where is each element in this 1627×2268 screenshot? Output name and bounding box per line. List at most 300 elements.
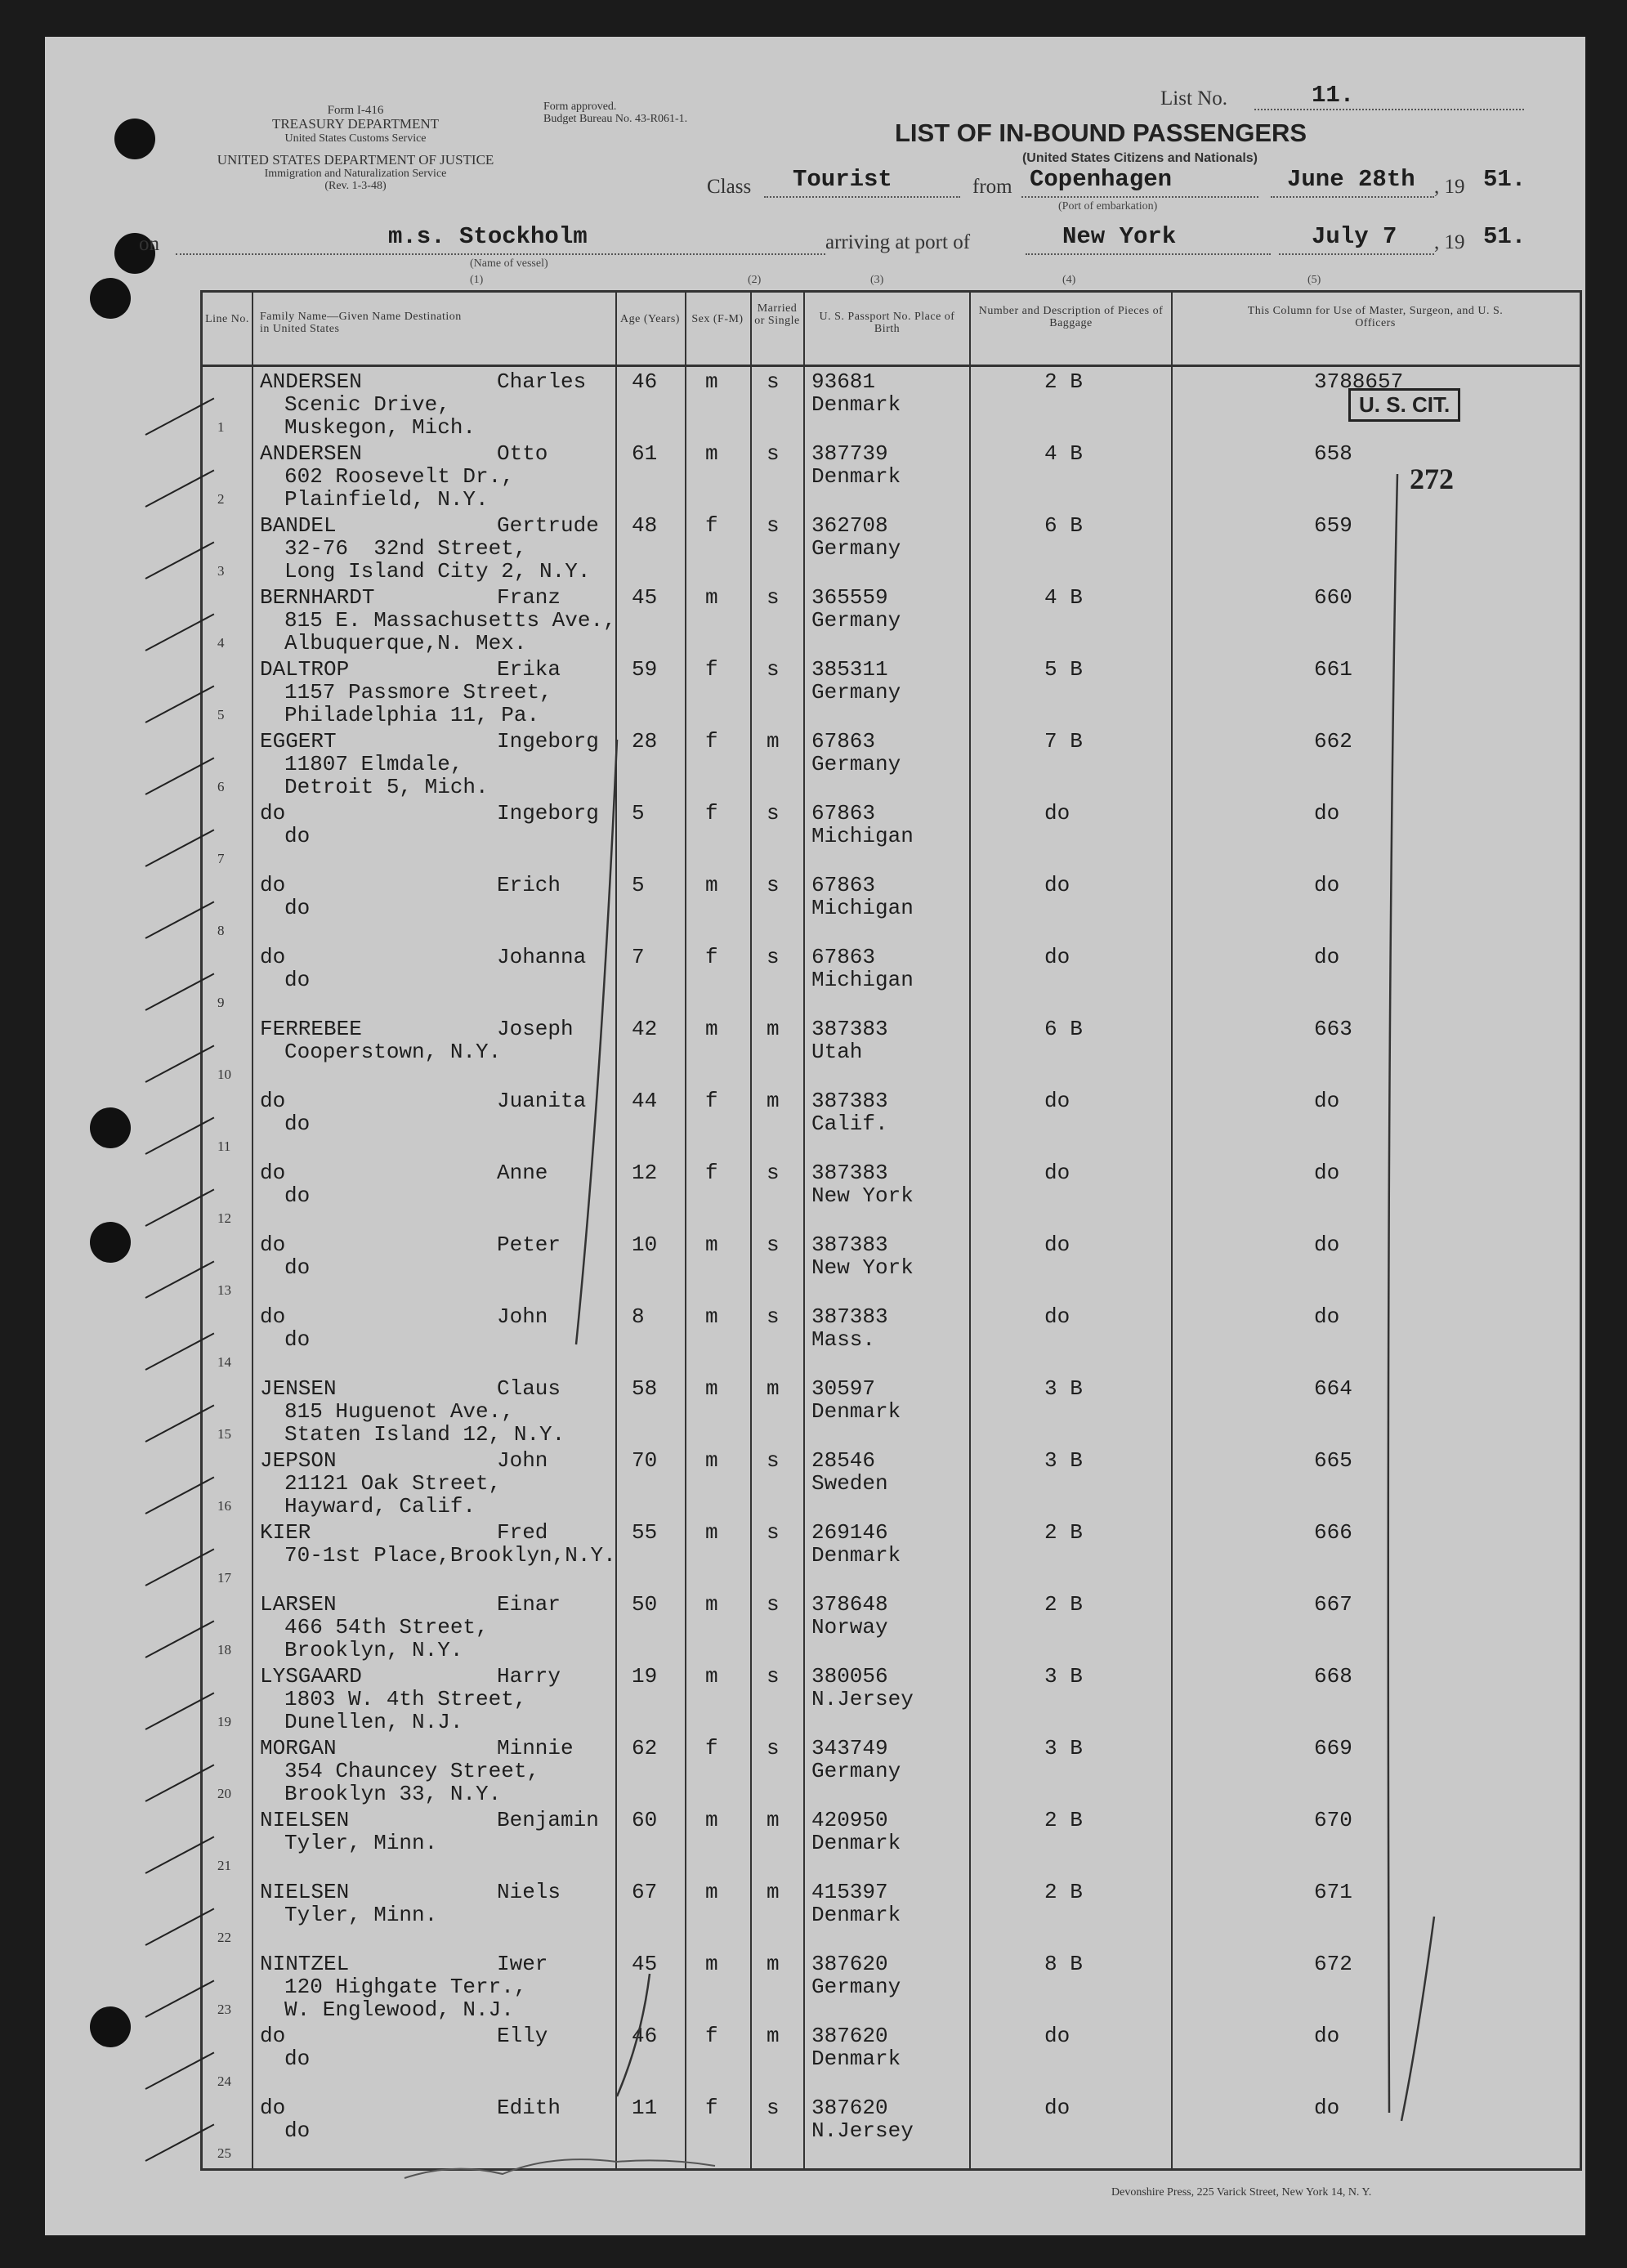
family-name: JENSEN: [260, 1376, 337, 1401]
officer-number: 661: [1314, 657, 1352, 682]
form-revision: (Rev. 1-3-48): [324, 180, 387, 193]
marital-status: s: [767, 369, 780, 394]
officer-number: do: [1314, 2096, 1340, 2120]
family-name: ANDERSEN: [260, 441, 362, 466]
officer-number: do: [1314, 945, 1340, 969]
age: 60: [632, 1808, 658, 1832]
passport-number: 365559: [811, 585, 888, 610]
sex: f: [705, 2024, 718, 2048]
dept-treasury-sub: United States Customs Service: [284, 132, 427, 145]
place-of-birth: Utah: [811, 1040, 863, 1064]
address-line-1: 70-1st Place,Brooklyn,N.Y.: [284, 1543, 616, 1568]
baggage: 5 B: [1044, 657, 1083, 682]
given-name: Johanna: [497, 945, 587, 969]
marital-status: m: [767, 1808, 780, 1832]
baggage: do: [1044, 873, 1071, 897]
age: 42: [632, 1017, 658, 1041]
arrive-year-prefix: , 19: [1434, 231, 1465, 253]
line-number: 25: [217, 2145, 231, 2161]
passport-number: 420950: [811, 1808, 888, 1832]
embark-year-prefix: , 19: [1434, 176, 1465, 198]
officer-number: 665: [1314, 1448, 1352, 1473]
sex: f: [705, 2096, 718, 2120]
passport-number: 67863: [811, 945, 876, 969]
family-name: do: [260, 2096, 286, 2120]
place-of-birth: Germany: [811, 1975, 901, 1999]
marital-status: s: [767, 1161, 780, 1185]
list-no-label: List No.: [1160, 87, 1227, 110]
age: 67: [632, 1880, 658, 1904]
place-of-birth: New York: [811, 1183, 914, 1208]
sex: m: [705, 873, 718, 897]
col-num-2: (2): [748, 274, 762, 286]
given-name: Edith: [497, 2096, 561, 2120]
marital-status: s: [767, 1664, 780, 1689]
address-line-1: Cooperstown, N.Y.: [284, 1040, 502, 1064]
family-name: MORGAN: [260, 1736, 337, 1760]
dept-treasury: TREASURY DEPARTMENT: [271, 116, 440, 132]
sex: m: [705, 1520, 718, 1545]
marital-status: m: [767, 1376, 780, 1401]
marital-status: s: [767, 585, 780, 610]
passport-number: 67863: [811, 729, 876, 754]
given-name: Charles: [497, 369, 587, 394]
passport-number: 387620: [811, 2024, 888, 2048]
family-name: do: [260, 1232, 286, 1257]
address-line-1: do: [284, 1255, 311, 1280]
family-name: NINTZEL: [260, 1952, 350, 1976]
family-name: do: [260, 873, 286, 897]
officer-number: do: [1314, 1232, 1340, 1257]
officer-number: 669: [1314, 1736, 1352, 1760]
baggage: 4 B: [1044, 441, 1083, 466]
col-num-3: (3): [870, 274, 884, 286]
place-of-birth: Germany: [811, 680, 901, 705]
address-line-1: Tyler, Minn.: [284, 1903, 438, 1927]
marital-status: s: [767, 1520, 780, 1545]
age: 8: [632, 1304, 645, 1329]
family-name: LYSGAARD: [260, 1664, 362, 1689]
marital-status: m: [767, 729, 780, 754]
baggage: do: [1044, 1232, 1071, 1257]
officer-number: 668: [1314, 1664, 1352, 1689]
baggage: do: [1044, 1161, 1071, 1185]
officer-number: 666: [1314, 1520, 1352, 1545]
passport-number: 378648: [811, 1592, 888, 1617]
age: 45: [632, 1952, 658, 1976]
address-line-1: do: [284, 2047, 311, 2071]
address-line-1: 1803 W. 4th Street,: [284, 1687, 527, 1711]
address-line-2: Dunellen, N.J.: [284, 1710, 463, 1734]
officer-number: do: [1314, 801, 1340, 825]
place-of-birth: Michigan: [811, 968, 914, 992]
passport-number: 387620: [811, 2096, 888, 2120]
address-line-1: 466 54th Street,: [284, 1615, 489, 1639]
place-of-birth: Germany: [811, 608, 901, 633]
given-name: Minnie: [497, 1736, 574, 1760]
given-name: Anne: [497, 1161, 548, 1185]
place-of-birth: Denmark: [811, 1903, 901, 1927]
baggage: do: [1044, 1089, 1071, 1113]
family-name: DALTROP: [260, 657, 350, 682]
handwritten-marks: [45, 37, 1585, 2235]
given-name: Benjamin: [497, 1808, 599, 1832]
family-name: EGGERT: [260, 729, 337, 754]
class-label: Class: [707, 176, 752, 198]
baggage: 3 B: [1044, 1736, 1083, 1760]
baggage: do: [1044, 801, 1071, 825]
officer-number: 671: [1314, 1880, 1352, 1904]
form-title: LIST OF IN-BOUND PASSENGERS: [895, 119, 1307, 147]
baggage: do: [1044, 1304, 1071, 1329]
age: 44: [632, 1089, 658, 1113]
address-line-1: do: [284, 896, 311, 920]
baggage: 4 B: [1044, 585, 1083, 610]
baggage: 2 B: [1044, 1880, 1083, 1904]
line-number: 18: [217, 1642, 231, 1657]
given-name: Peter: [497, 1232, 561, 1257]
address-line-2: Brooklyn, N.Y.: [284, 1638, 463, 1662]
officer-number: do: [1314, 1304, 1340, 1329]
address-line-1: do: [284, 1112, 311, 1136]
embark-port: Copenhagen: [1030, 166, 1173, 193]
baggage: 3 B: [1044, 1664, 1083, 1689]
given-name: Erika: [497, 657, 561, 682]
family-name: do: [260, 1161, 286, 1185]
place-of-birth: N.Jersey: [811, 1687, 914, 1711]
address-line-2: Philadelphia 11, Pa.: [284, 703, 540, 727]
officer-number: 662: [1314, 729, 1352, 754]
given-name: Otto: [497, 441, 548, 466]
marital-status: s: [767, 873, 780, 897]
marital-status: s: [767, 1736, 780, 1760]
col-num-5: (5): [1307, 274, 1321, 286]
officer-number: 658: [1314, 441, 1352, 466]
age: 46: [632, 369, 658, 394]
on-label: on: [139, 233, 159, 255]
sex: m: [705, 1017, 718, 1041]
passport-number: 415397: [811, 1880, 888, 1904]
marital-status: m: [767, 2024, 780, 2048]
marital-status: s: [767, 2096, 780, 2120]
address-line-1: 602 Roosevelt Dr.,: [284, 464, 514, 489]
dept-justice-sub: Immigration and Naturalization Service: [264, 168, 447, 181]
line-number: 23: [217, 2002, 231, 2017]
family-name: LARSEN: [260, 1592, 337, 1617]
line-number: 24: [217, 2073, 231, 2089]
marital-status: m: [767, 1017, 780, 1041]
sex: m: [705, 585, 718, 610]
age: 12: [632, 1161, 658, 1185]
sex: m: [705, 1304, 718, 1329]
family-name: BANDEL: [260, 513, 337, 538]
place-of-birth: Denmark: [811, 1399, 901, 1424]
officer-number: 667: [1314, 1592, 1352, 1617]
baggage: 2 B: [1044, 369, 1083, 394]
marital-status: m: [767, 1089, 780, 1113]
marital-status: s: [767, 441, 780, 466]
address-line-2: Albuquerque,N. Mex.: [284, 631, 527, 655]
passport-number: 385311: [811, 657, 888, 682]
address-line-2: Long Island City 2, N.Y.: [284, 559, 591, 584]
place-of-birth: Michigan: [811, 896, 914, 920]
line-number: 8: [217, 923, 225, 938]
age: 19: [632, 1664, 658, 1689]
address-line-2: W. Englewood, N.J.: [284, 1997, 514, 2022]
address-line-1: 815 Huguenot Ave.,: [284, 1399, 514, 1424]
sex: m: [705, 369, 718, 394]
line-number: 21: [217, 1858, 231, 1873]
sex: m: [705, 441, 718, 466]
place-of-birth: Norway: [811, 1615, 888, 1639]
list-no-value: 11.: [1312, 82, 1355, 109]
age: 62: [632, 1736, 658, 1760]
col-header-sex: Sex (F-M): [691, 313, 744, 325]
marital-status: s: [767, 1304, 780, 1329]
passport-number: 67863: [811, 801, 876, 825]
line-number: 14: [217, 1354, 231, 1370]
marital-status: m: [767, 1880, 780, 1904]
age: 45: [632, 585, 658, 610]
baggage: do: [1044, 2024, 1071, 2048]
given-name: Ingeborg: [497, 729, 599, 754]
marital-status: s: [767, 801, 780, 825]
place-of-birth: Mass.: [811, 1327, 876, 1352]
sex: m: [705, 1880, 718, 1904]
line-number: 19: [217, 1714, 231, 1729]
age: 5: [632, 801, 645, 825]
age: 50: [632, 1592, 658, 1617]
dept-justice: UNITED STATES DEPARTMENT OF JUSTICE: [217, 151, 494, 168]
passport-number: 269146: [811, 1520, 888, 1545]
passport-number: 387383: [811, 1232, 888, 1257]
given-name: John: [497, 1304, 548, 1329]
col-header-age: Age (Years): [620, 313, 680, 325]
line-number: 12: [217, 1210, 231, 1226]
col-header-passport: U. S. Passport No. Place of Birth: [819, 311, 955, 336]
age: 48: [632, 513, 658, 538]
sex: m: [705, 1808, 718, 1832]
col-num-4: (4): [1062, 274, 1076, 286]
given-name: Harry: [497, 1664, 561, 1689]
vessel-sublabel: (Name of vessel): [470, 257, 548, 270]
sex: f: [705, 945, 718, 969]
place-of-birth: Sweden: [811, 1471, 888, 1496]
sex: m: [705, 1232, 718, 1257]
age: 28: [632, 729, 658, 754]
given-name: Elly: [497, 2024, 548, 2048]
baggage: 2 B: [1044, 1520, 1083, 1545]
family-name: NIELSEN: [260, 1808, 350, 1832]
age: 70: [632, 1448, 658, 1473]
line-number: 5: [217, 707, 225, 722]
form-subtitle: (United States Citizens and Nationals): [1021, 151, 1258, 165]
address-line-2: Staten Island 12, N.Y.: [284, 1422, 565, 1447]
address-line-2: Detroit 5, Mich.: [284, 775, 489, 799]
sex: m: [705, 1592, 718, 1617]
age: 58: [632, 1376, 658, 1401]
line-number: 6: [217, 779, 225, 794]
sex: f: [705, 1736, 718, 1760]
age: 61: [632, 441, 658, 466]
sex: m: [705, 1448, 718, 1473]
place-of-birth: Germany: [811, 536, 901, 561]
address-line-1: 815 E. Massachusetts Ave.,: [284, 608, 616, 633]
sex: m: [705, 1376, 718, 1401]
given-name: Juanita: [497, 1089, 587, 1113]
from-label: from: [972, 176, 1012, 198]
arrival-date: July 7: [1312, 223, 1397, 250]
family-name: JEPSON: [260, 1448, 337, 1473]
baggage: 7 B: [1044, 729, 1083, 754]
given-name: Erich: [497, 873, 561, 897]
given-name: Joseph: [497, 1017, 574, 1041]
address-line-1: 1157 Passmore Street,: [284, 680, 552, 705]
place-of-birth: Denmark: [811, 392, 901, 417]
passport-number: 387739: [811, 441, 888, 466]
line-number: 13: [217, 1282, 231, 1298]
arrival-port: New York: [1062, 223, 1177, 250]
line-number: 22: [217, 1930, 231, 1945]
embark-year: 51.: [1483, 166, 1526, 193]
baggage: 8 B: [1044, 1952, 1083, 1976]
officer-number: 659: [1314, 513, 1352, 538]
family-name: NIELSEN: [260, 1880, 350, 1904]
address-line-1: 32-76 32nd Street,: [284, 536, 527, 561]
passport-number: 93681: [811, 369, 876, 394]
form-number: Form I-416: [327, 104, 384, 117]
given-name: Iwer: [497, 1952, 548, 1976]
family-name: do: [260, 1304, 286, 1329]
sex: f: [705, 801, 718, 825]
line-number: 16: [217, 1498, 231, 1514]
passport-number: 387383: [811, 1161, 888, 1185]
passport-number: 387383: [811, 1089, 888, 1113]
officer-number: 672: [1314, 1952, 1352, 1976]
budget-bureau: Budget Bureau No. 43-R061-1.: [543, 113, 688, 126]
given-name: John: [497, 1448, 548, 1473]
line-number: 9: [217, 995, 225, 1010]
given-name: Franz: [497, 585, 561, 610]
address-line-1: do: [284, 824, 311, 848]
marital-status: s: [767, 1448, 780, 1473]
embark-date: June 28th: [1287, 166, 1415, 193]
family-name: do: [260, 945, 286, 969]
class-value: Tourist: [793, 166, 892, 193]
address-line-2: Muskegon, Mich.: [284, 415, 476, 440]
marital-status: s: [767, 1232, 780, 1257]
place-of-birth: Michigan: [811, 824, 914, 848]
address-line-2: Brooklyn 33, N.Y.: [284, 1782, 502, 1806]
family-name: do: [260, 801, 286, 825]
line-number: 10: [217, 1067, 231, 1082]
line-number: 2: [217, 491, 225, 507]
family-name: FERREBEE: [260, 1017, 362, 1041]
line-number: 1: [217, 419, 225, 435]
officer-number: do: [1314, 1161, 1340, 1185]
address-line-1: do: [284, 1327, 311, 1352]
officer-number: do: [1314, 873, 1340, 897]
sex: f: [705, 513, 718, 538]
us-citizen-stamp: U. S. CIT.: [1348, 388, 1460, 422]
col-header-line: Line No.: [205, 313, 249, 325]
sex: f: [705, 729, 718, 754]
sex: m: [705, 1664, 718, 1689]
line-number: 17: [217, 1570, 231, 1586]
passport-number: 67863: [811, 873, 876, 897]
given-name: Fred: [497, 1520, 548, 1545]
sex: m: [705, 1952, 718, 1976]
printer-footer: Devonshire Press, 225 Varick Street, New York 14, N. Y.: [1111, 2186, 1372, 2199]
place-of-birth: New York: [811, 1255, 914, 1280]
embark-port-sublabel: (Port of embarkation): [1058, 200, 1158, 212]
place-of-birth: Denmark: [811, 1543, 901, 1568]
place-of-birth: Denmark: [811, 464, 901, 489]
vessel-name: m.s. Stockholm: [388, 223, 588, 250]
address-line-1: 120 Highgate Terr.,: [284, 1975, 527, 1999]
place-of-birth: Calif.: [811, 1112, 888, 1136]
age: 46: [632, 2024, 658, 2048]
place-of-birth: Germany: [811, 1759, 901, 1783]
officer-number: 664: [1314, 1376, 1352, 1401]
officer-number: do: [1314, 1089, 1340, 1113]
line-number: 15: [217, 1426, 231, 1442]
sex: f: [705, 657, 718, 682]
address-line-2: Hayward, Calif.: [284, 1494, 476, 1519]
sex: f: [705, 1089, 718, 1113]
age: 5: [632, 873, 645, 897]
marital-status: s: [767, 657, 780, 682]
age: 11: [632, 2096, 658, 2120]
baggage: 2 B: [1044, 1808, 1083, 1832]
marital-status: s: [767, 1592, 780, 1617]
place-of-birth: Denmark: [811, 2047, 901, 2071]
passport-number: 387620: [811, 1952, 888, 1976]
baggage: 6 B: [1044, 513, 1083, 538]
age: 7: [632, 945, 645, 969]
officer-number: 663: [1314, 1017, 1352, 1041]
family-name: do: [260, 2024, 286, 2048]
given-name: Einar: [497, 1592, 561, 1617]
col-header-officers: This Column for Use of Master, Surgeon, and U. S. Officers: [1247, 305, 1504, 330]
address-line-1: do: [284, 2118, 311, 2143]
address-line-2: Plainfield, N.Y.: [284, 487, 489, 512]
col-header-married: Married or Single: [754, 302, 800, 328]
line-number: 20: [217, 1786, 231, 1801]
line-number: 11: [217, 1138, 231, 1154]
baggage: 3 B: [1044, 1448, 1083, 1473]
officer-number: do: [1314, 2024, 1340, 2048]
place-of-birth: Germany: [811, 752, 901, 776]
passenger-count-note: 272: [1410, 463, 1454, 495]
baggage: 3 B: [1044, 1376, 1083, 1401]
line-number: 7: [217, 851, 225, 866]
family-name: ANDERSEN: [260, 369, 362, 394]
sex: f: [705, 1161, 718, 1185]
passport-number: 30597: [811, 1376, 876, 1401]
line-number: 4: [217, 635, 225, 651]
passport-number: 362708: [811, 513, 888, 538]
age: 55: [632, 1520, 658, 1545]
family-name: do: [260, 1089, 286, 1113]
col-header-name: Family Name—Given Name Destination in United States: [260, 311, 462, 336]
address-line-1: 354 Chauncey Street,: [284, 1759, 540, 1783]
address-line-1: 21121 Oak Street,: [284, 1471, 502, 1496]
passport-number: 387383: [811, 1304, 888, 1329]
given-name: Gertrude: [497, 513, 599, 538]
arriving-label: arriving at port of: [825, 231, 971, 253]
passport-number: 343749: [811, 1736, 888, 1760]
